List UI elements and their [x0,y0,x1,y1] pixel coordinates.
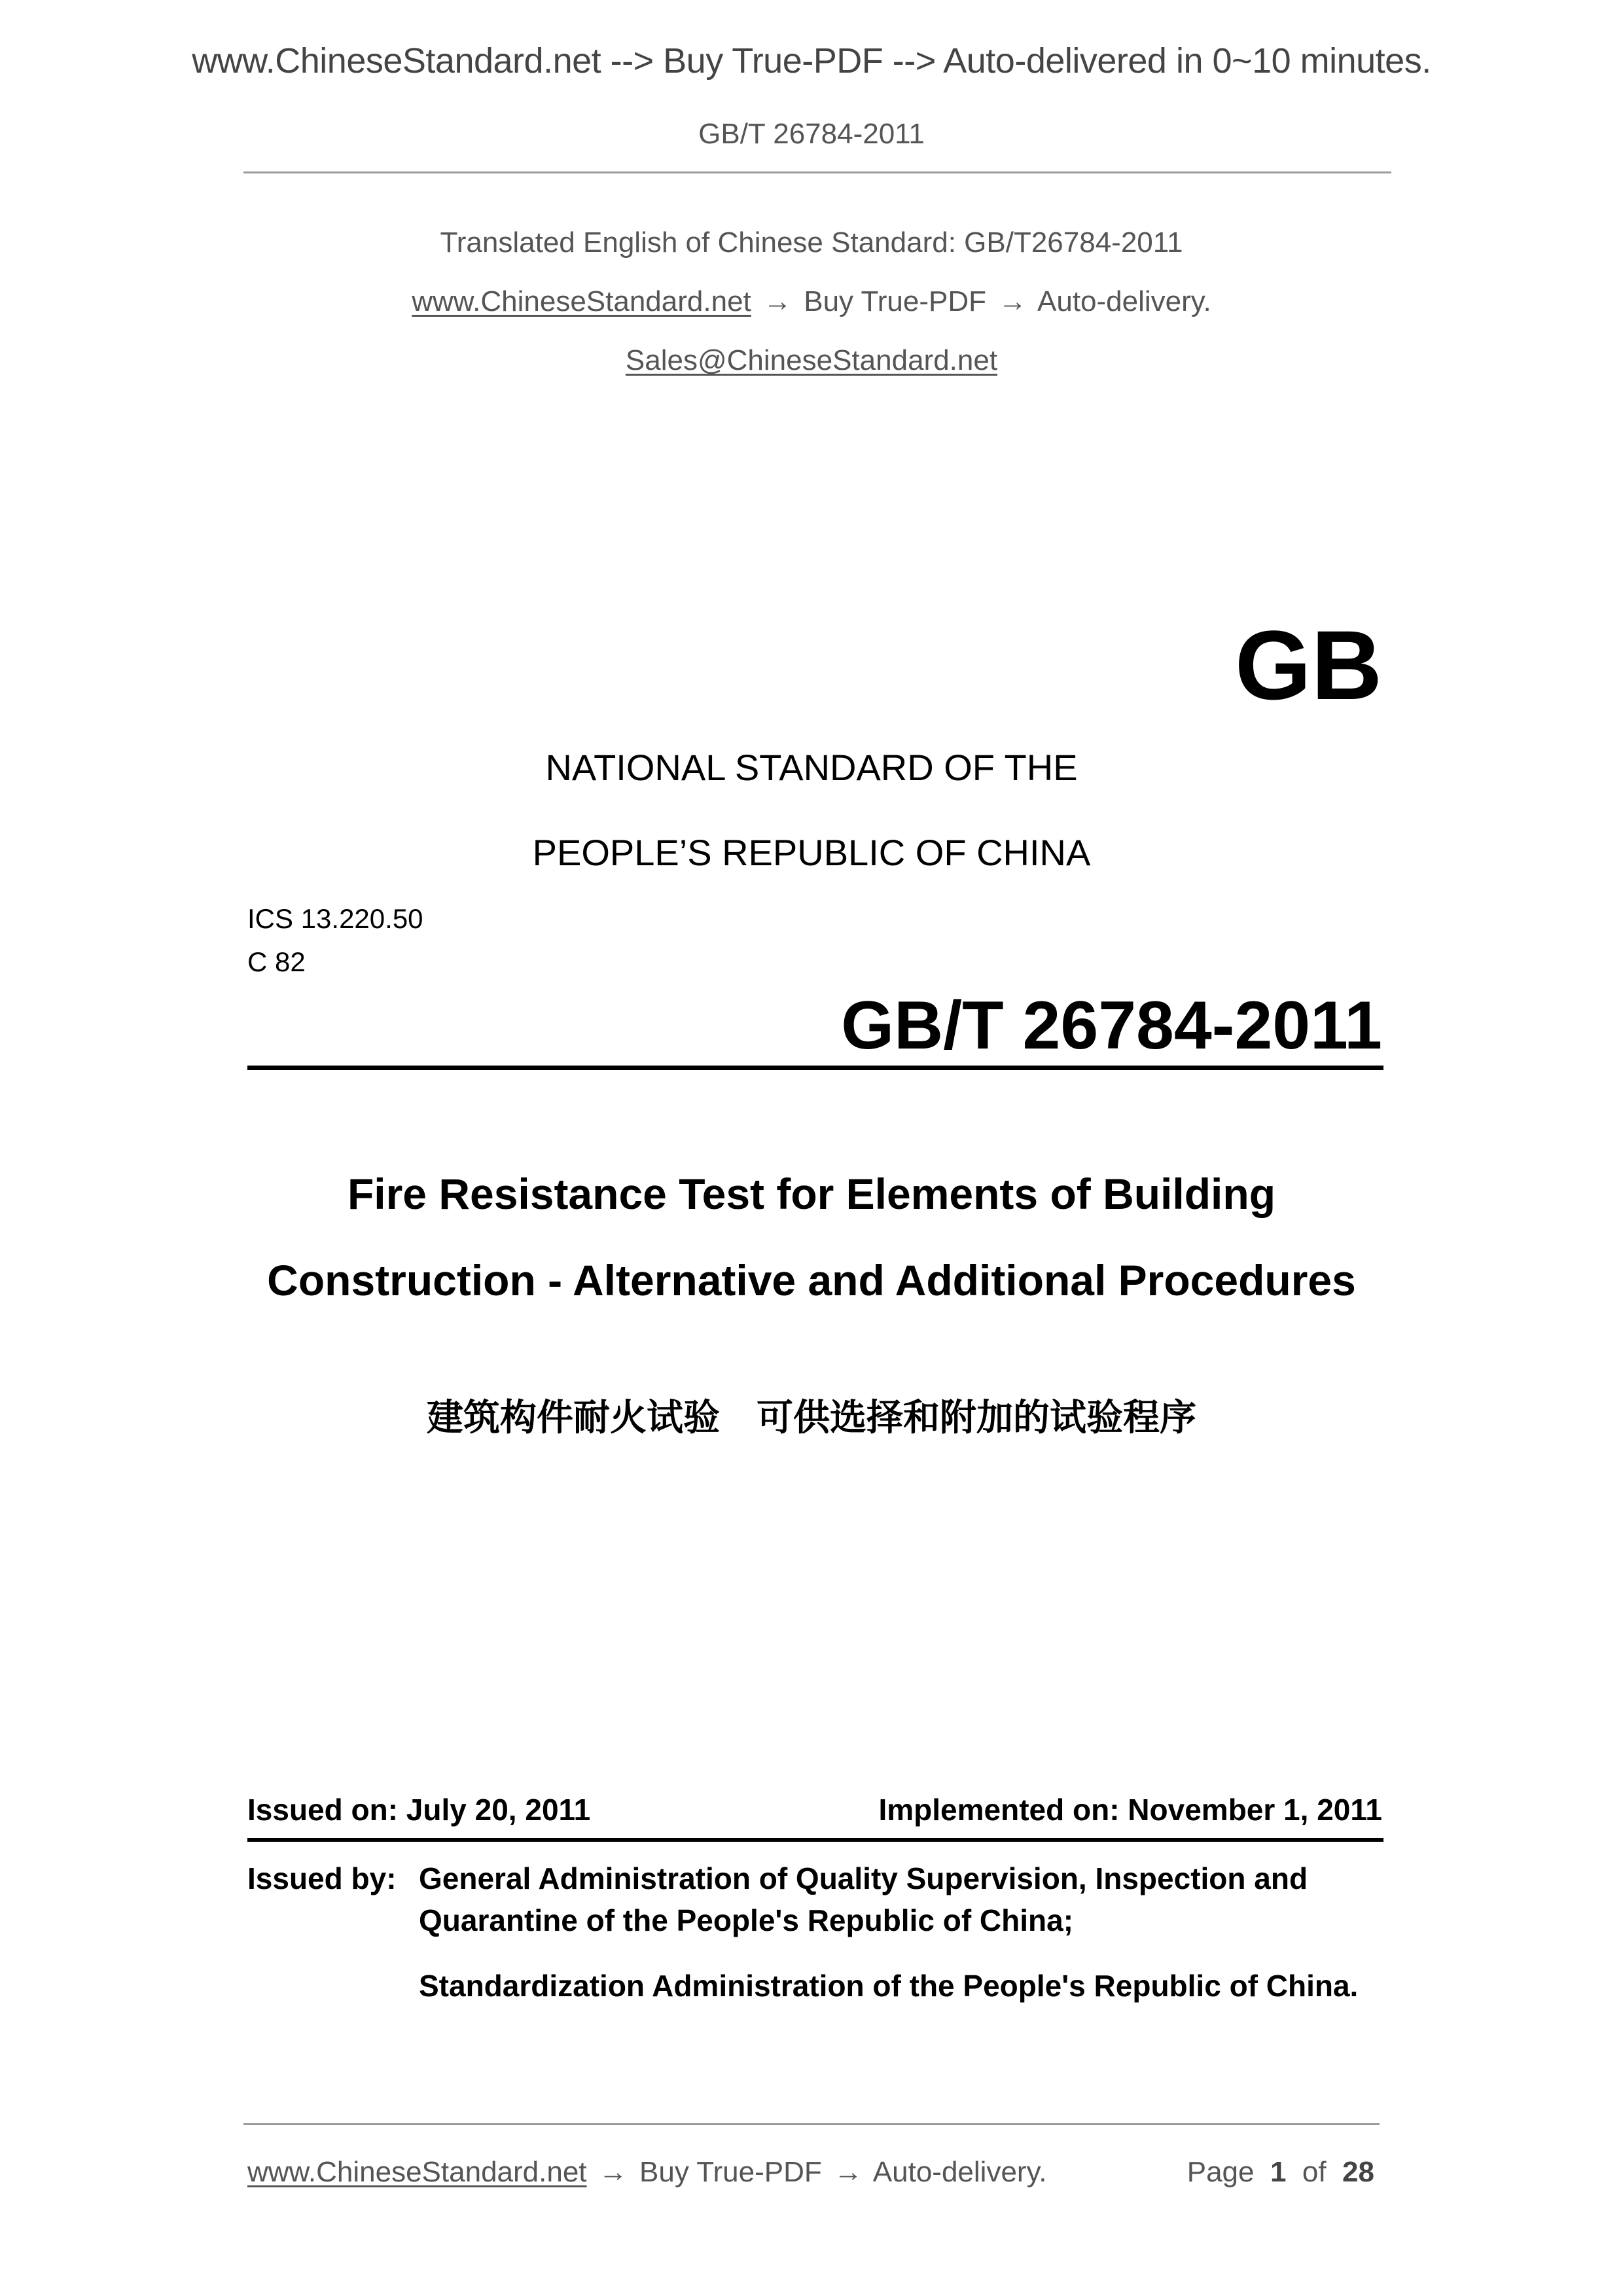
delivery-text: Auto-delivery. [1037,285,1211,317]
national-standard-line2: PEOPLE’S REPUBLIC OF CHINA [532,832,1091,873]
arrow-right-icon: → [833,2156,863,2188]
implemented-on: Implemented on: November 1, 2011 [878,1793,1382,1827]
national-standard-line1: NATIONAL STANDARD OF THE [545,747,1078,788]
title-cn: 建筑构件耐火试验 可供选择和附加的试验程序 [427,1397,1196,1438]
issued-by-label: Issued by: [247,1861,397,1895]
issuer-sac: Standardization Administration of the People's Republic of China. [419,1969,1359,2003]
ccs-code: C 82 [247,946,306,977]
title-en-line1: Fire Resistance Test for Elements of Building [347,1170,1276,1218]
arrow-right-icon: → [598,2156,628,2188]
footer-delivery-text: Auto-delivery. [872,2156,1047,2188]
site-link[interactable]: www.ChineseStandard.net [412,285,751,317]
ics-code: ICS 13.220.50 [247,903,423,934]
page-indicator [1187,2156,1374,2189]
purchase-links [0,285,1623,318]
email-line [0,344,1623,377]
standard-number-divider [247,1066,1383,1070]
running-header: GB/T 26784-2011 [698,118,925,150]
issued-on: Issued on: July 20, 2011 [247,1793,591,1827]
header-divider [243,171,1391,173]
issue-divider [247,1838,1383,1842]
footer-site-link[interactable]: www.ChineseStandard.net [247,2156,587,2188]
footer-links [247,2156,1047,2189]
footer-divider [243,2123,1380,2125]
page-total: 28 [1342,2156,1374,2188]
top-banner: www.ChineseStandard.net --> Buy True-PDF --> Auto-delivered in 0~10 minutes. [192,41,1431,81]
standard-number: GB/T 26784-2011 [841,988,1382,1064]
page-label: Page [1186,2156,1255,2188]
email-link[interactable]: Sales@ChineseStandard.net [625,344,998,376]
translated-note: Translated English of Chinese Standard: GB/T26784-2011 [440,226,1183,259]
issuer-aqsiq: General Administration of Quality Supervision, Inspection and Quarantine of the People's Republic of China; [419,1861,1308,1937]
title-en-line2: Construction - Alternative and Additional Procedures [267,1256,1356,1304]
buy-text: Buy True-PDF [804,285,986,317]
gb-mark: GB [1235,610,1382,720]
footer-buy-text: Buy True-PDF [639,2156,822,2188]
page-of: of [1302,2156,1327,2188]
arrow-right-icon: → [998,285,1027,317]
page-current: 1 [1270,2156,1287,2188]
arrow-right-icon: → [763,285,792,317]
